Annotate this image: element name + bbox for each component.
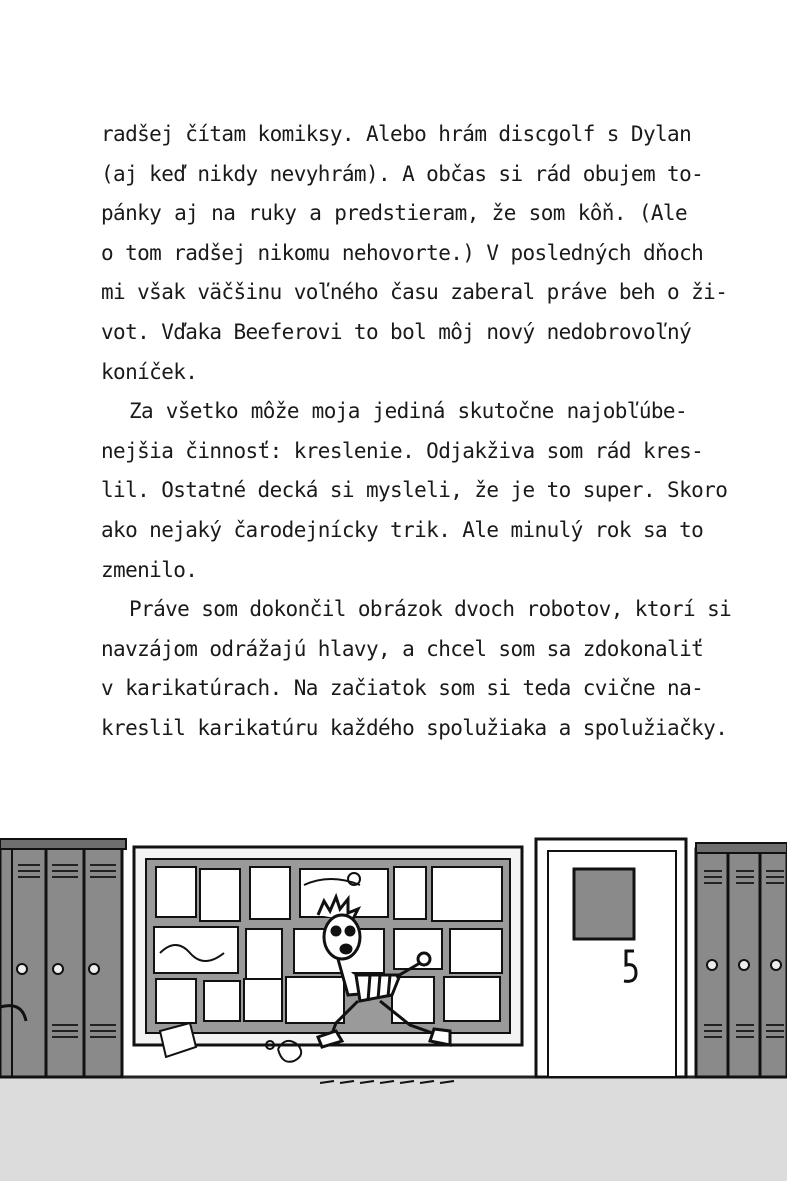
text-line: o tom radšej nikomu nehovorte.) V posledných dňoch	[101, 240, 704, 265]
text-line: koníček.	[101, 359, 198, 384]
text-line: navzájom odrážajú hlavy, a chcel som sa zdokonaliť	[101, 636, 704, 661]
text-line: v karikatúrach. Na začiatok som si teda cvične na-	[101, 676, 704, 701]
text-line: (aj keď nikdy nevyhrám). A občas si rád obujem to-	[101, 161, 704, 186]
text-line: Práve som dokončil obrázok dvoch robotov, ktorí si	[129, 597, 732, 622]
left-lockers-icon	[0, 839, 126, 1077]
text-line: ako nejaký čarodejnícky trik. Ale minulý rok sa to	[101, 517, 704, 542]
text-line: radšej čítam komiksy. Alebo hrám discgolf s Dylan	[101, 122, 692, 146]
body-text	[101, 115, 732, 749]
text-line: mi však väčšinu voľného času zaberal práve beh o ži-	[101, 280, 728, 305]
text-line: zmenilo.	[101, 557, 198, 582]
right-lockers-icon	[696, 843, 787, 1077]
text-line: nejšia činnosť: kreslenie. Odjakživa som rád kres-	[101, 438, 704, 463]
paragraph-1	[101, 115, 728, 392]
text-line: vot. Vďaka Beeferovi to bol môj nový nedobrovoľný	[101, 319, 692, 344]
classroom-door-icon	[536, 839, 686, 1077]
text-line: Za všetko môže moja jediná skutočne najobľúbe-	[129, 399, 687, 424]
school-hallway-illustration	[0, 825, 787, 1181]
hallway-floor	[0, 1077, 787, 1181]
text-line: kreslil karikatúru každého spolužiaka a spolužiačky.	[101, 715, 728, 740]
paragraph-2	[101, 392, 728, 590]
text-line: lil. Ostatné decká si mysleli, že je to super. Skoro	[101, 478, 728, 503]
paragraph-3	[101, 590, 732, 748]
text-line: pánky aj na ruky a predstieram, že som kôň. (Ale	[101, 201, 687, 226]
